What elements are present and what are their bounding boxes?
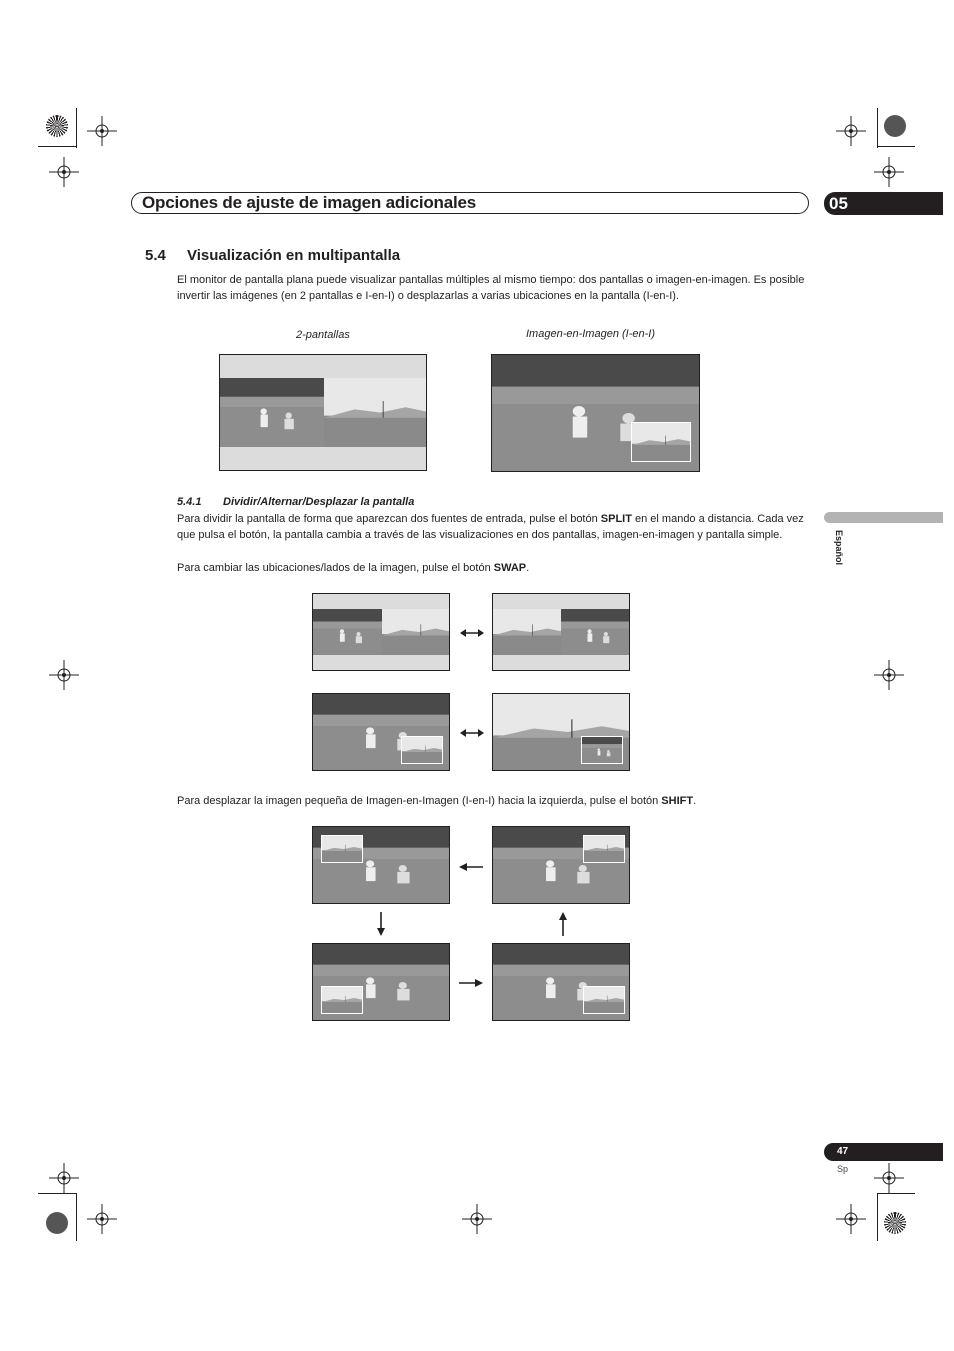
pip-position-top-left bbox=[312, 826, 450, 904]
crop-line bbox=[76, 108, 77, 148]
crosshair-mark bbox=[49, 157, 79, 187]
shift-instructions bbox=[177, 793, 807, 809]
split-button-name: SPLIT bbox=[600, 513, 632, 525]
swap-button-name: SWAP bbox=[493, 562, 527, 574]
crop-line bbox=[76, 1193, 77, 1241]
baseball-image bbox=[220, 378, 324, 447]
section-title-text: Visualización en multipantalla bbox=[187, 247, 401, 264]
crosshair-mark bbox=[87, 116, 117, 146]
caption-two-screens: 2-pantallas bbox=[296, 329, 350, 341]
language-tab-label: Español bbox=[834, 530, 844, 566]
arrow-up-icon bbox=[558, 912, 568, 936]
seascape-image bbox=[324, 378, 426, 447]
crop-line bbox=[877, 1193, 878, 1241]
arrow-left-icon bbox=[459, 862, 483, 872]
registration-target-top-left bbox=[46, 115, 68, 137]
baseball-image bbox=[561, 609, 629, 655]
crop-line bbox=[877, 1193, 915, 1194]
pip-illustration bbox=[491, 354, 700, 472]
crosshair-mark bbox=[874, 157, 904, 187]
language-tab bbox=[824, 512, 943, 523]
split-before-swap bbox=[312, 593, 450, 671]
split-text: Para dividir la pantalla de forma que aparezcan dos fuentes de entrada, pulse el botón bbox=[177, 513, 601, 525]
shift-text-end: . bbox=[693, 795, 697, 807]
shift-button-name: SHIFT bbox=[661, 795, 694, 807]
swap-instructions bbox=[177, 560, 807, 576]
crop-line bbox=[877, 108, 878, 148]
swap-text: Para cambiar las ubicaciones/lados de la imagen, pulse el botón bbox=[177, 562, 494, 574]
swap-double-arrow-icon bbox=[460, 728, 484, 738]
crosshair-mark bbox=[874, 660, 904, 690]
page-language-code: Sp bbox=[837, 1164, 849, 1174]
split-instructions bbox=[177, 511, 807, 543]
subsection-title bbox=[177, 496, 414, 508]
registration-target-bottom-left bbox=[46, 1212, 68, 1234]
crop-line bbox=[38, 146, 76, 147]
registration-target-top-right bbox=[884, 115, 906, 137]
swap-text-end: . bbox=[526, 562, 530, 574]
pip-position-bottom-left bbox=[312, 943, 450, 1021]
crop-line bbox=[877, 146, 915, 147]
registration-target-bottom-right bbox=[884, 1212, 906, 1234]
baseball-image bbox=[313, 609, 382, 655]
seascape-image bbox=[493, 609, 561, 655]
pip-small-image bbox=[631, 422, 691, 462]
crosshair-mark bbox=[49, 660, 79, 690]
split-text-continued: en el mando a distancia. Cada vez que pulsa el botón, la pantalla cambia a través de las visualizaciones en dos pantallas, imagen-en-imagen y pantalla simple. bbox=[177, 513, 804, 541]
section-number: 5.4 bbox=[145, 247, 166, 264]
pip-small-image bbox=[583, 986, 625, 1014]
crosshair-mark bbox=[49, 1163, 79, 1193]
caption-pip: Imagen-en-Imagen (I-en-I) bbox=[526, 328, 655, 340]
shift-text: Para desplazar la imagen pequeña de Imagen-en-Imagen (I-en-I) hacia la izquierda, pulse el botón bbox=[177, 795, 662, 807]
arrow-down-icon bbox=[376, 912, 386, 936]
pip-after-swap bbox=[492, 693, 630, 771]
arrow-right-icon bbox=[459, 978, 483, 988]
pip-small-image bbox=[321, 835, 363, 863]
pip-small-image bbox=[321, 986, 363, 1014]
crosshair-mark bbox=[836, 1204, 866, 1234]
swap-double-arrow-icon bbox=[460, 628, 484, 638]
pip-small-image bbox=[581, 736, 623, 764]
section-title bbox=[145, 247, 400, 264]
page-number: 47 bbox=[824, 1143, 943, 1161]
pip-small-image bbox=[583, 835, 625, 863]
pip-position-bottom-right bbox=[492, 943, 630, 1021]
crosshair-mark bbox=[874, 1163, 904, 1193]
pip-position-top-right bbox=[492, 826, 630, 904]
crosshair-mark bbox=[87, 1204, 117, 1234]
crop-line bbox=[38, 1193, 76, 1194]
chapter-title: Opciones de ajuste de imagen adicionales bbox=[142, 193, 477, 212]
two-screens-illustration bbox=[219, 354, 427, 471]
section-intro: El monitor de pantalla plana puede visualizar pantallas múltiples al mismo tiempo: dos pantallas o imagen-en-imagen. Es posible invertir las imágenes (en 2 pantallas e I-en-I) o desplazarlas a varias ubicaciones en la pantalla (I-en-I). bbox=[177, 274, 805, 302]
subsection-number: 5.4.1 bbox=[177, 496, 202, 508]
split-after-swap bbox=[492, 593, 630, 671]
pip-small-image bbox=[401, 736, 443, 764]
seascape-image bbox=[382, 609, 449, 655]
crosshair-mark bbox=[462, 1204, 492, 1234]
crosshair-mark bbox=[836, 116, 866, 146]
chapter-number-badge: 05 bbox=[824, 192, 943, 215]
pip-before-swap bbox=[312, 693, 450, 771]
subsection-title-text: Dividir/Alternar/Desplazar la pantalla bbox=[223, 496, 415, 508]
